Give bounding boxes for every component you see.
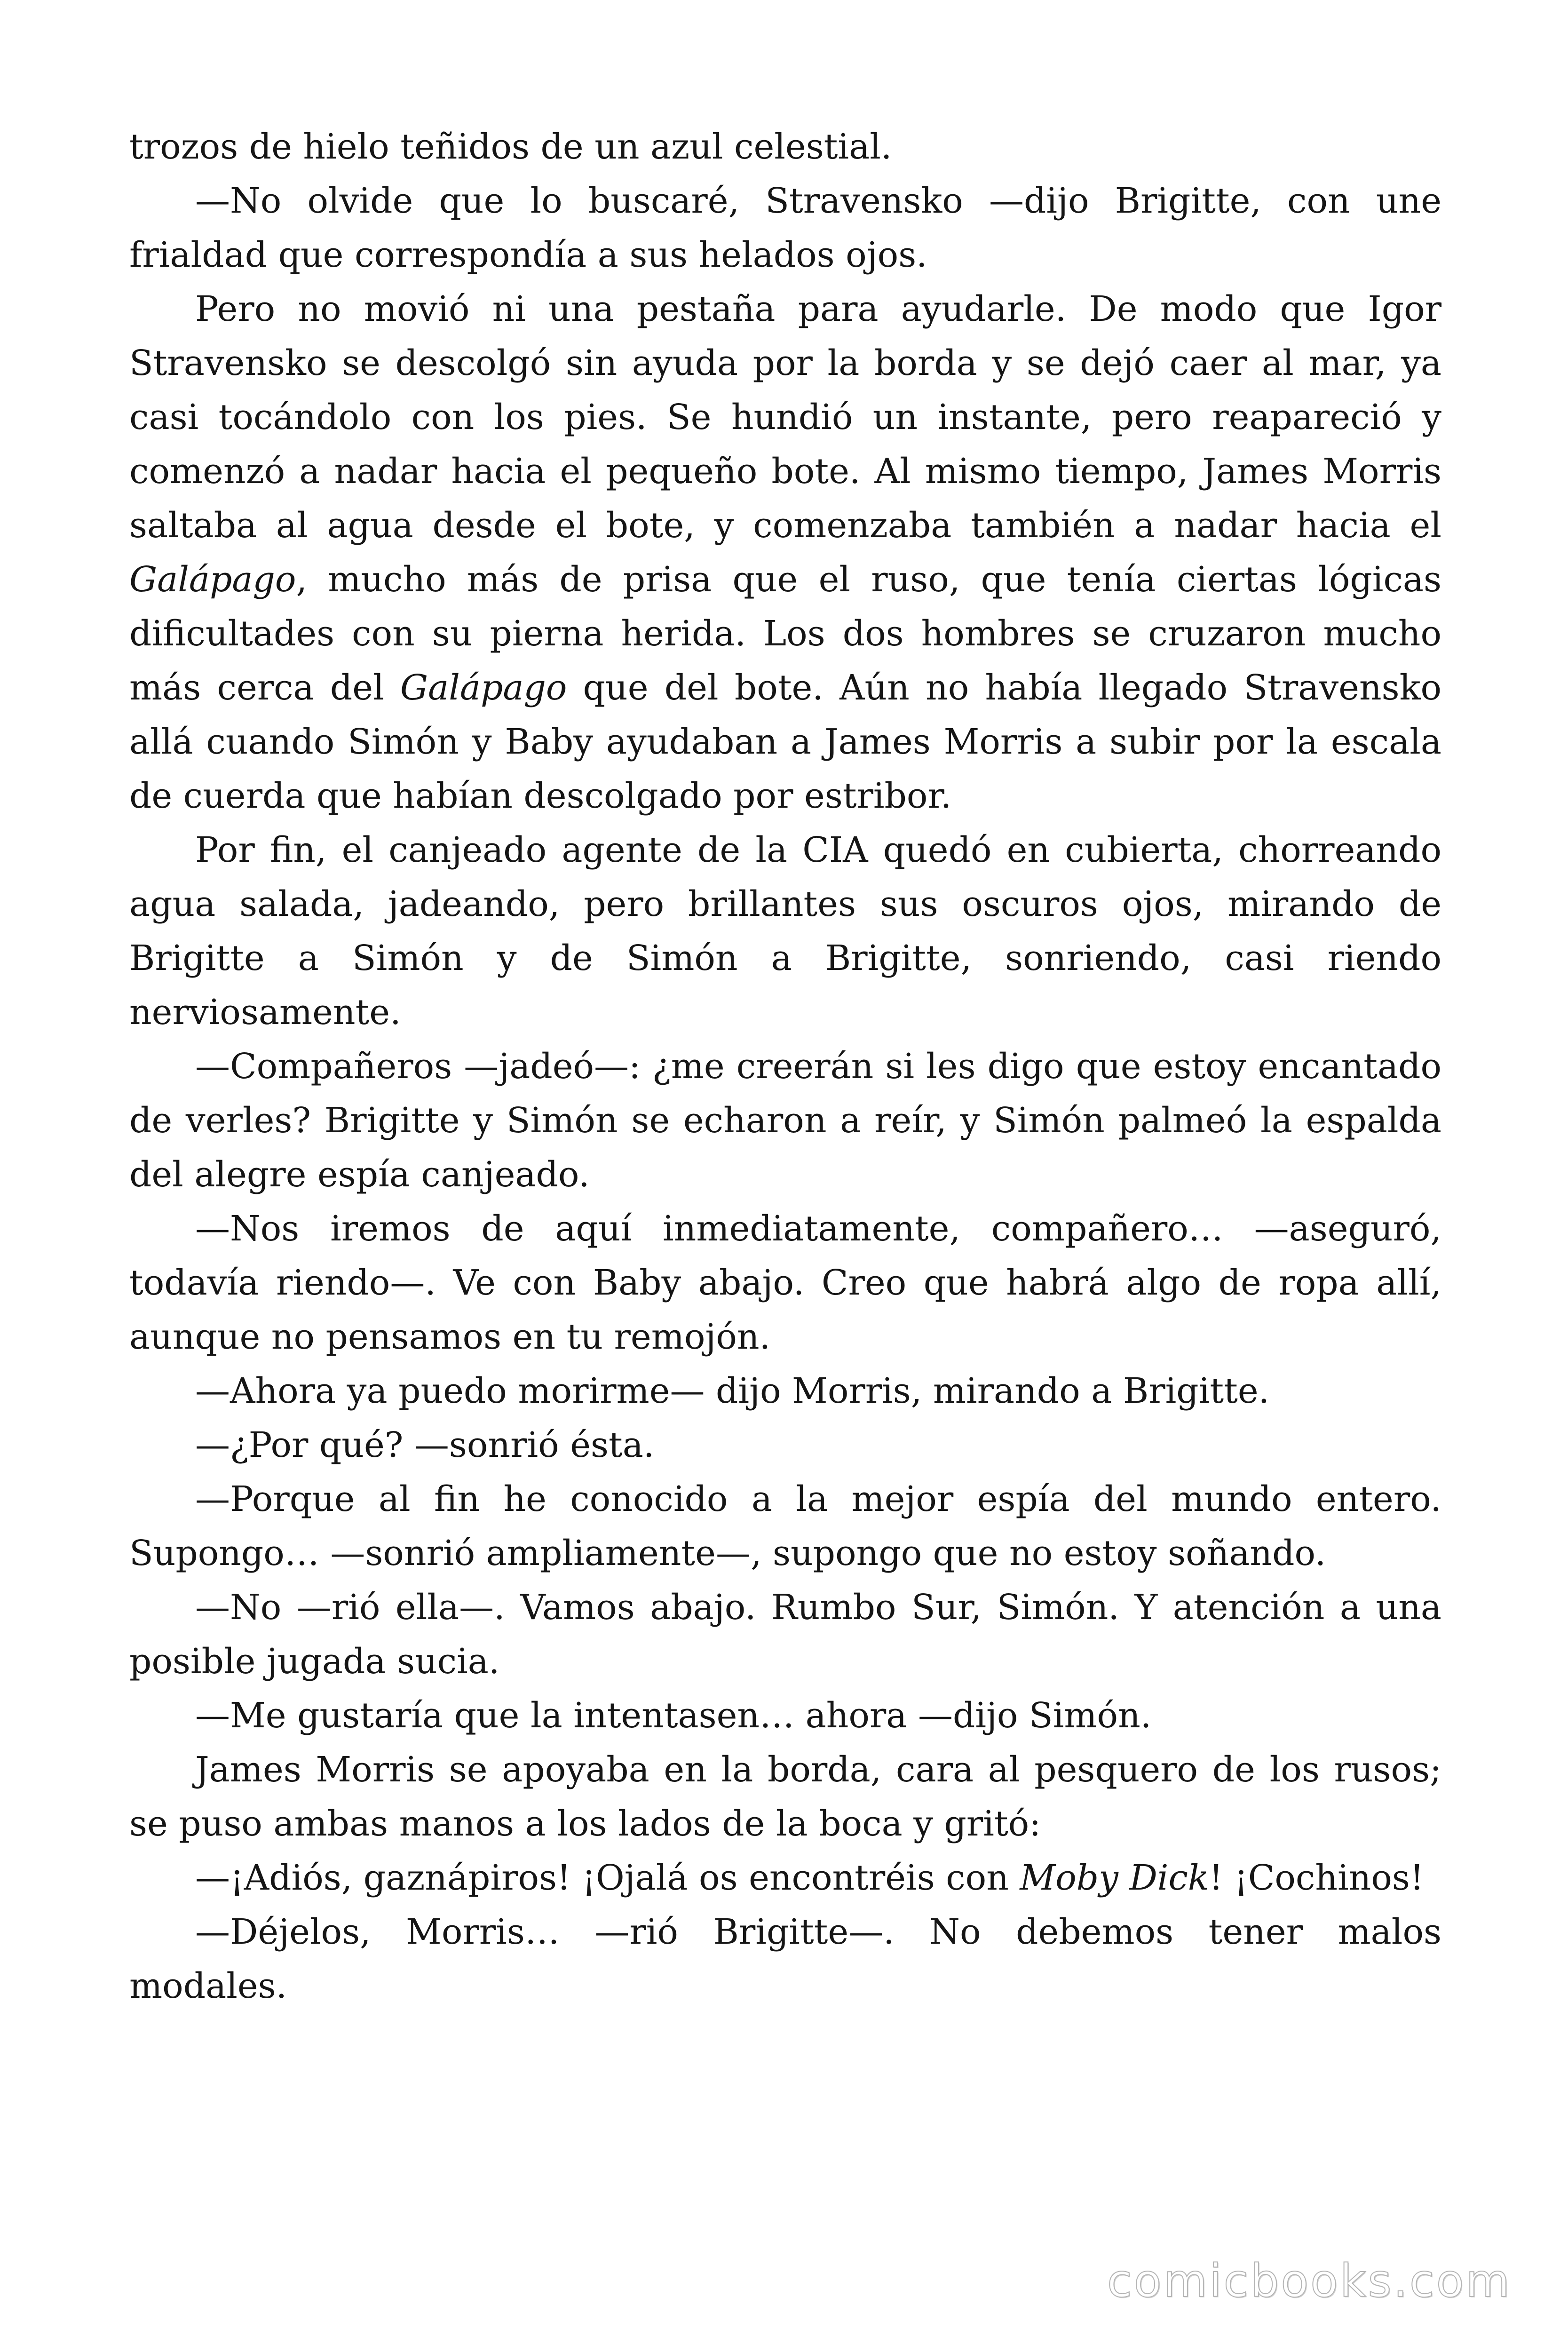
paragraph: [129, 1581, 1441, 1689]
italic-text: Galápago: [400, 667, 567, 708]
text-run: , mucho más de prisa que el ruso, que tenía ciertas lógicas dificultades con su pierna herida. Los dos hombres se cruzaron mucho más cerca del: [129, 559, 1441, 708]
book-page: [129, 120, 1441, 2013]
paragraph: [129, 282, 1441, 823]
text-run: —Nos iremos de aquí inmediatamente, compañero… —aseguró, todavía riendo—. Ve con Baby abajo. Creo que habrá algo de ropa allí, aunque no pensamos en tu remojón.: [129, 1208, 1441, 1357]
paragraph: [129, 1202, 1441, 1364]
text-run: Por fin, el canjeado agente de la CIA quedó en cubierta, chorreando agua salada, jadeando, pero brillantes sus oscuros ojos, mirando de Brigitte a Simón y de Simón a Brigitte, sonriendo, casi riendo nerviosamente.: [129, 830, 1441, 1033]
text-run: —¡Adiós, gaznápiros! ¡Ojalá os encontréis con: [195, 1858, 1020, 1898]
watermark-logo: comicbooks.com: [1107, 2255, 1512, 2307]
italic-text: Galápago: [129, 559, 296, 600]
text-run: —Ahora ya puedo morirme— dijo Morris, mirando a Brigitte.: [195, 1371, 1270, 1411]
text-run: —No —rió ella—. Vamos abajo. Rumbo Sur, Simón. Y atención a una posible jugada sucia.: [129, 1587, 1441, 1682]
paragraph: [129, 1743, 1441, 1851]
text-run: —No olvide que lo buscaré, Stravensko —dijo Brigitte, con une frialdad que correspondía a sus helados ojos.: [129, 181, 1441, 275]
paragraph: [129, 1364, 1441, 1418]
text-run: —¿Por qué? —sonrió ésta.: [195, 1425, 655, 1465]
italic-text: Moby Dick: [1020, 1858, 1209, 1898]
paragraph: [129, 174, 1441, 282]
text-run: —Porque al fin he conocido a la mejor espía del mundo entero. Supongo… —sonrió ampliamente—, supongo que no estoy soñando.: [129, 1479, 1441, 1573]
paragraph: [129, 1689, 1441, 1743]
text-run: James Morris se apoyaba en la borda, cara al pesquero de los rusos; se puso ambas manos a los lados de la boca y gritó:: [129, 1749, 1441, 1844]
paragraph: [129, 823, 1441, 1040]
text-run: que del bote. Aún no había llegado Stravensko allá cuando Simón y Baby ayudaban a James Morris a subir por la escala de cuerda que habían descolgado por estribor.: [129, 667, 1441, 816]
text-run: ! ¡Cochinos!: [1209, 1858, 1424, 1898]
text-run: Pero no movió ni una pestaña para ayudarle. De modo que Igor Stravensko se descolgó sin ayuda por la borda y se dejó caer al mar, ya casi tocándolo con los pies. Se hundió un instante, pero reapareció y comenzó a nadar hacia el pequeño bote. Al mismo tiempo, James Morris saltaba al agua desde el bote, y comenzaba también a nadar hacia el: [129, 289, 1441, 546]
paragraph: [129, 1418, 1441, 1472]
paragraph: [129, 120, 1441, 174]
text-run: —Déjelos, Morris… —rió Brigitte—. No debemos tener malos modales.: [129, 1912, 1441, 2006]
paragraph: [129, 1905, 1441, 2013]
paragraph: [129, 1040, 1441, 1202]
text-run: —Me gustaría que la intentasen… ahora —dijo Simón.: [195, 1695, 1152, 1736]
paragraph: [129, 1472, 1441, 1581]
paragraph: [129, 1851, 1441, 1905]
text-run: —Compañeros —jadeó—: ¿me creerán si les digo que estoy encantado de verles? Brigitte y Simón se echaron a reír, y Simón palmeó la espalda del alegre espía canjeado.: [129, 1046, 1441, 1195]
text-run: trozos de hielo teñidos de un azul celestial.: [129, 127, 892, 167]
